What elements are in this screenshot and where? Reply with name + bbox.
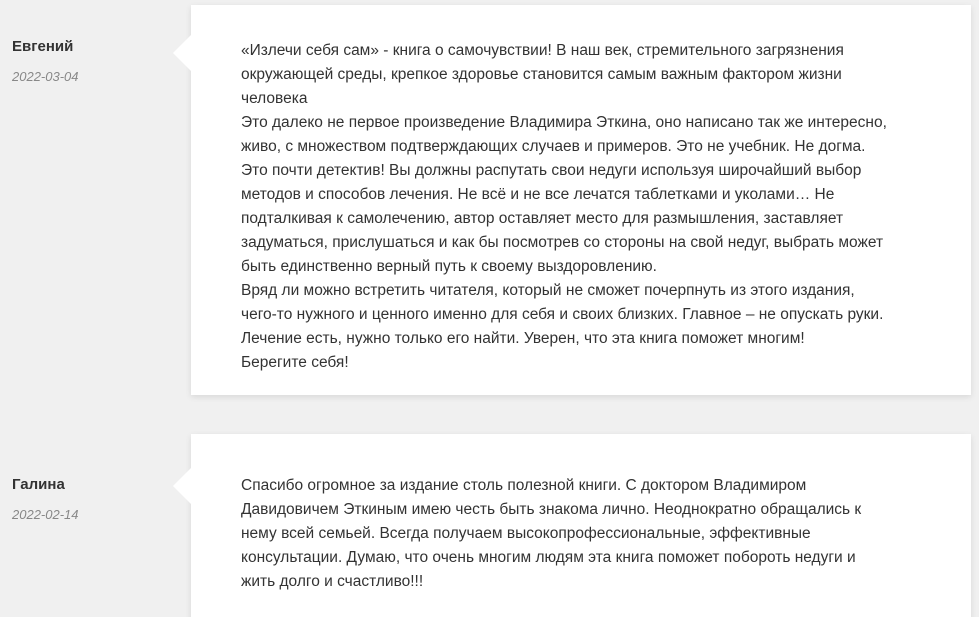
bubble-pointer	[173, 35, 191, 71]
review-date: 2022-03-04	[12, 69, 79, 84]
bubble-pointer	[173, 468, 191, 504]
review-date: 2022-02-14	[12, 507, 79, 522]
review-paragraph: Берегите себя!	[241, 354, 349, 371]
review-body	[191, 5, 971, 395]
review-author: Галина	[12, 476, 65, 493]
review-paragraph: «Излечи себя сам» - книга о самочувствии! В наш век, стремительного загрязнения окружающей среды, крепкое здоровье становится самым важным фактором жизни человека	[241, 42, 844, 107]
review-paragraph: Вряд ли можно встретить читателя, который не сможет почерпнуть из этого издания, чего-то нужного и ценного именно для себя и своих близких. Главное – не опускать руки. Лечение есть, нужно только его найти. Уверен, что эта книга поможет многим!	[241, 282, 884, 347]
review-paragraph: Это далеко не первое произведение Владимира Эткина, оно написано так же интересно, живо, с множеством подтверждающих случаев и примеров. Это не учебник. Не догма. Это почти детектив! Вы должны распутать свои недуги используя широчайший выбор методов и способов лечения. Не всё и не все лечатся таблетками и уколами… Не подталкивая к самолечению, автор оставляет место для размышления, заставляет задуматься, прислушаться и как бы посмотрев со стороны на свой недуг, выбрать может быть единственно верный путь к своему выздоровлению.	[241, 114, 887, 275]
review-author: Евгений	[12, 38, 74, 55]
review-item	[0, 430, 979, 617]
review-body	[191, 434, 971, 617]
review-paragraph: Спасибо огромное за издание столь полезной книги. С доктором Владимиром Давидовичем Эткиным имею честь быть знакома лично. Неоднократно обращались к нему всей семьей. Всегда получаем высокопрофессиональные, эффективные консультации. Думаю, что очень многим людям эта книга поможет побороть недуги и жить долго и счастливо!!!	[241, 477, 862, 590]
